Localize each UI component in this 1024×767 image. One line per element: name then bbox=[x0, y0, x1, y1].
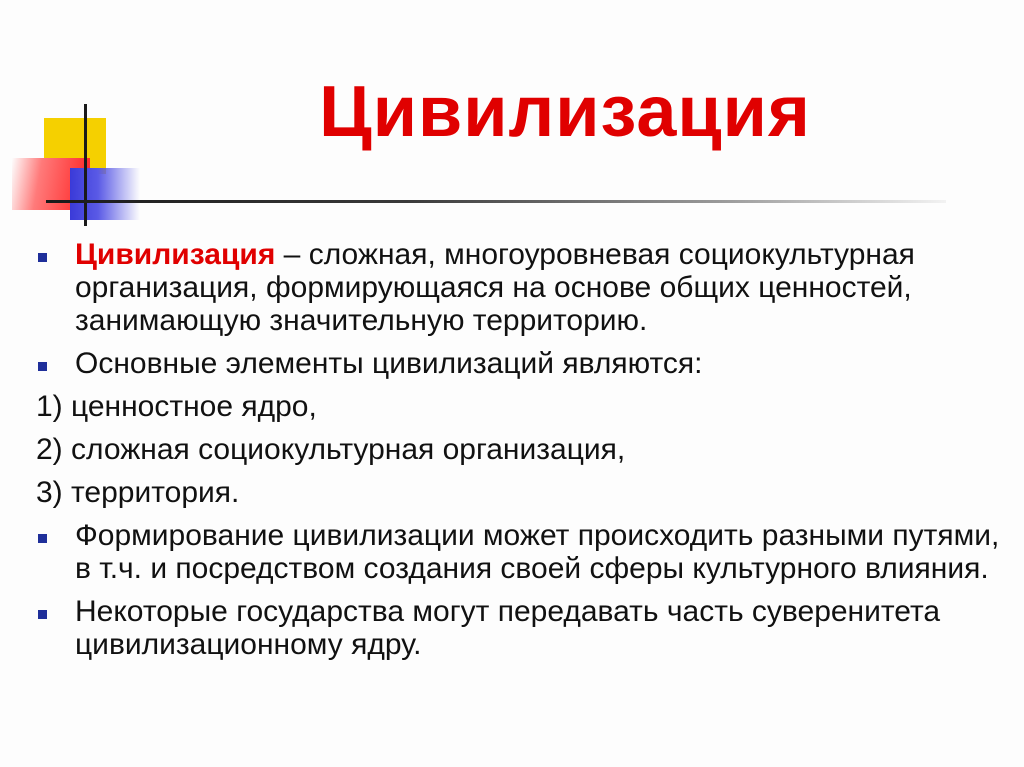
slide-body bbox=[36, 238, 1006, 671]
bullet-square-icon bbox=[38, 534, 47, 543]
definition-term: Цивилизация bbox=[75, 238, 276, 271]
list-item-3 bbox=[36, 476, 1006, 509]
title-underline bbox=[46, 200, 946, 203]
definition-text: – сложная, многоуровневая социокультурная организация, формирующаяся на основе общих ценностей, занимающую значительную территорию. bbox=[75, 238, 915, 337]
list-item-2 bbox=[36, 433, 1006, 466]
bullet-definition bbox=[36, 238, 1006, 337]
bullet-square-icon bbox=[38, 610, 47, 619]
list-item-1 bbox=[36, 390, 1006, 423]
bullet-sovereignty bbox=[36, 595, 1006, 661]
bullet-formation bbox=[36, 519, 1006, 585]
list-item-text: 3) территория. bbox=[36, 476, 240, 509]
elements-intro-text: Основные элементы цивилизаций являются: bbox=[75, 347, 703, 380]
bullet-square-icon bbox=[38, 362, 47, 371]
list-item-text: 2) сложная социокультурная организация, bbox=[36, 433, 626, 466]
blue-square-decoration bbox=[70, 168, 140, 220]
list-item-text: 1) ценностное ядро, bbox=[36, 390, 317, 423]
formation-text: Формирование цивилизации может происходить разными путями, в т.ч. и посредством создания своей сферы культурного влияния. bbox=[75, 519, 1000, 585]
bullet-elements-intro bbox=[36, 347, 1006, 380]
slide-title: Цивилизация bbox=[319, 72, 811, 152]
bullet-square-icon bbox=[38, 253, 47, 262]
sovereignty-text: Некоторые государства могут передавать часть суверенитета цивилизационному ядру. bbox=[75, 595, 941, 661]
